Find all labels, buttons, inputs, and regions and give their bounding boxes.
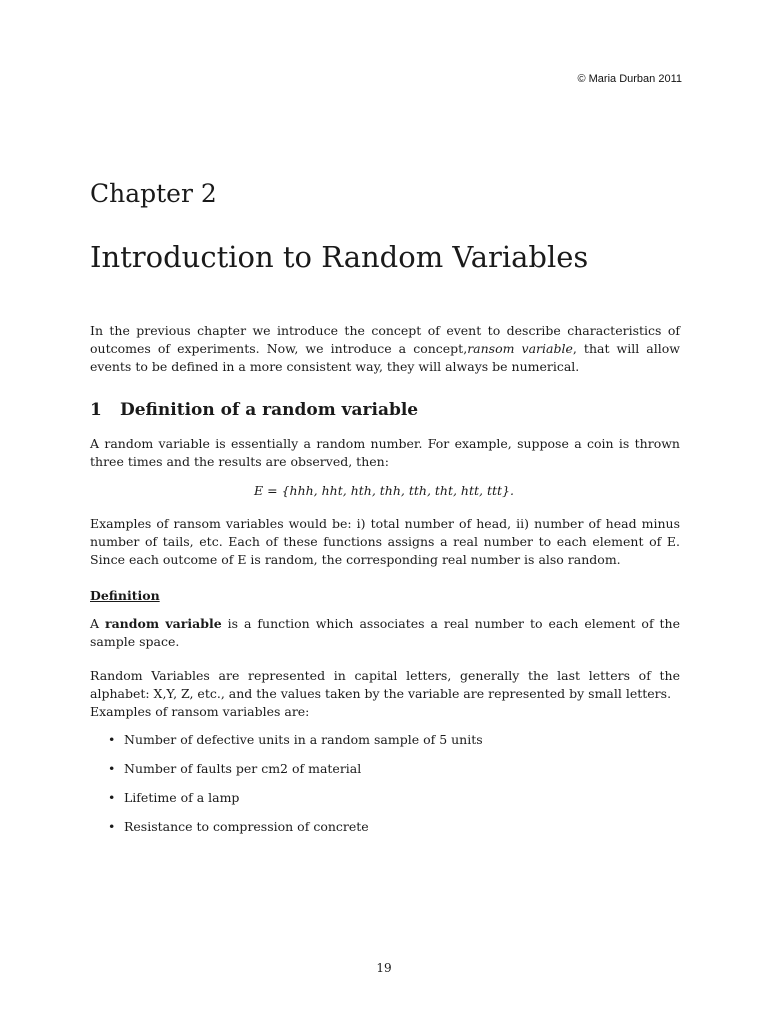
bullet-icon: •	[108, 732, 116, 747]
copyright-notice: © Maria Durban 2011	[577, 73, 682, 85]
list-item-text: Lifetime of a lamp	[124, 790, 240, 805]
section-paragraph-1: A random variable is essentially a random number. For example, suppose a coin is thrown three times and the results are observed, then:	[90, 436, 680, 469]
definition-text: is a function which associates a real number to each element of the sample space.	[90, 616, 680, 649]
section-number: 1	[90, 400, 102, 420]
intro-text-before: In the previous chapter we introduce the concept of event to describe characteristics of outcomes of experiments. Now, we introduce a concept,	[90, 323, 680, 356]
list-item	[108, 789, 483, 818]
definition-paragraph	[90, 615, 680, 651]
notation-paragraph	[90, 667, 680, 721]
bullet-icon: •	[108, 761, 116, 776]
section-heading	[90, 398, 418, 422]
chapter-label: Chapter 2	[90, 179, 217, 208]
intro-paragraph	[90, 322, 680, 376]
intro-emphasis: ransom variable	[467, 341, 573, 356]
definition-term: random variable	[105, 616, 222, 631]
examples-list	[108, 731, 483, 847]
list-item	[108, 760, 483, 789]
bullet-icon: •	[108, 819, 116, 834]
list-item	[108, 731, 483, 760]
section-paragraph-2: Examples of ransom variables would be: i) total number of head, ii) number of head minus number of tails, etc. Each of these functions assigns a real number to each element of E. Since each outcome of E is random, the corresponding real number is also random.	[90, 516, 680, 567]
intro-text-after: , that will allow events to be defined in a more consistent way, they will always be numerical.	[90, 341, 680, 374]
sample-space-equation: E = {hhh, hht, hth, thh, tth, tht, htt, ttt}.	[254, 483, 514, 498]
definition-heading: Definition	[90, 588, 160, 603]
list-item-text: Number of faults per cm2 of material	[124, 761, 362, 776]
list-item-text: Resistance to compression of concrete	[124, 819, 369, 834]
chapter-title: Introduction to Random Variables	[90, 240, 589, 274]
notation-line-2: Examples of ransom variables are:	[90, 704, 310, 719]
page-number: 19	[376, 961, 392, 975]
definition-prefix: A	[90, 616, 100, 631]
list-item-text: Number of defective units in a random sample of 5 units	[124, 732, 483, 747]
section-title: Definition of a random variable	[120, 400, 419, 420]
list-item	[108, 818, 483, 847]
bullet-icon: •	[108, 790, 116, 805]
notation-line-1: Random Variables are represented in capital letters, generally the last letters of the alphabet: X,Y, Z, etc., and the values taken by the variable are represented by small letters.	[90, 668, 680, 701]
